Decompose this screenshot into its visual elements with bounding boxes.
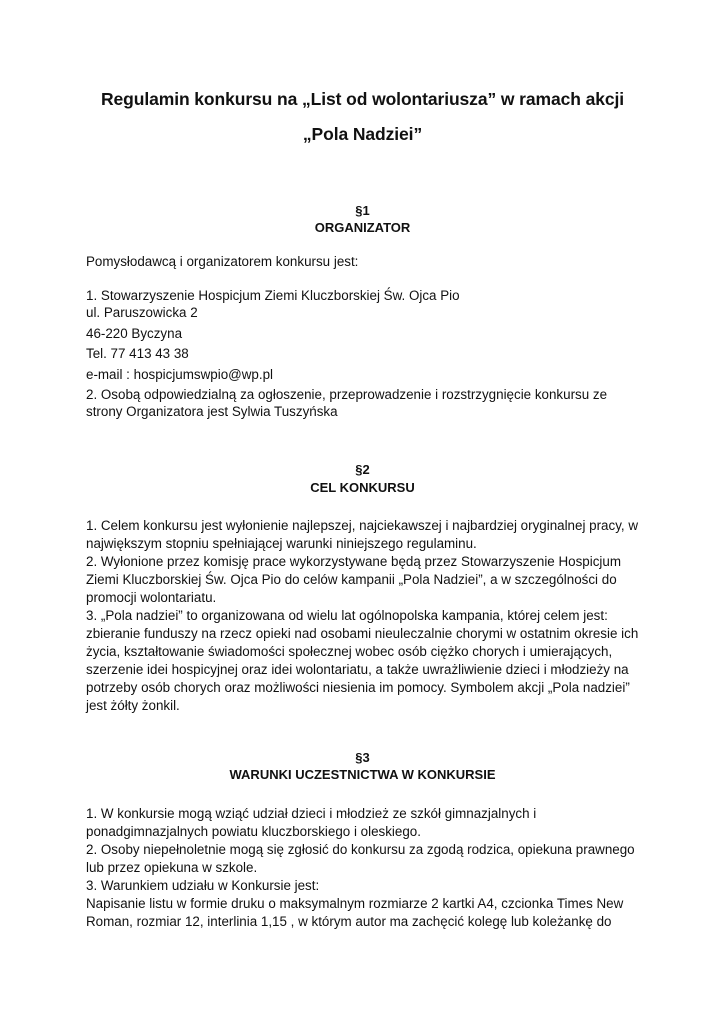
section-3-line: lub przez opiekuna w szkole. <box>86 860 258 875</box>
section-3-line: ponadgimnazjalnych powiatu kluczborskiego i oleskiego. <box>86 824 421 839</box>
section-2-line: życia, kształtowanie świadomości społecznej wobec osób ciężko chorych i umierających, <box>86 644 613 659</box>
section-2-line: jest żółty żonkil. <box>86 698 180 713</box>
section-2-line: promocji wolontariatu. <box>86 590 217 605</box>
section-3-line: Roman, rozmiar 12, interlinia 1,15 , w którym autor ma zachęcić kolegę lub koleżankę do <box>86 914 612 929</box>
organizer-email: e-mail : hospicjumswpio@wp.pl <box>86 367 273 382</box>
section-2-line: potrzeby osób chorych oraz możliwości niesienia im pomocy. Symbolem akcji „Pola nadziei” <box>86 680 630 695</box>
section-2-line: 1. Celem konkursu jest wyłonienie najlepszej, najciekawszej i najbardziej oryginalnej pracy, w <box>86 518 639 533</box>
section-1-intro: Pomysłodawcą i organizatorem konkursu jest: <box>86 254 359 269</box>
section-2-line: 2. Wyłonione przez komisję prace wykorzystywane będą przez Stowarzyszenie Hospicjum <box>86 554 621 569</box>
document-title-line2: „Pola Nadziei” <box>302 124 423 144</box>
organizer-postcode: 46-220 Byczyna <box>86 326 183 341</box>
organizer-phone: Tel. 77 413 43 38 <box>86 346 189 361</box>
section-3-heading: WARUNKI UCZESTNICTWA W KONKURSIE <box>229 767 496 782</box>
organizer-street: ul. Paruszowicka 2 <box>86 305 198 320</box>
section-2-line: zbieranie funduszy na rzecz opieki nad osobami nieuleczalnie chorymi w ostatnim okresie ich <box>86 626 639 641</box>
section-1-heading: ORGANIZATOR <box>314 220 411 235</box>
section-1-number: §1 <box>355 203 370 218</box>
section-3-line: Napisanie listu w formie druku o maksymalnym rozmiarze 2 kartki A4, czcionka Times New <box>86 896 624 911</box>
responsible-person-line2: strony Organizatora jest Sylwia Tuszyńska <box>86 404 338 419</box>
section-3-line: 3. Warunkiem udziału w Konkursie jest: <box>86 878 320 893</box>
section-3-number: §3 <box>355 750 370 765</box>
document-title: Regulamin konkursu na „List od wolontariusza” w ramach akcji <box>100 89 624 109</box>
section-2-line: Ziemi Kluczborskiej Św. Ojca Pio do celów kampanii „Pola Nadziei”, a w szczególności do <box>86 572 617 587</box>
section-2-line: największym stopniu spełniającej warunki niniejszego regulaminu. <box>86 536 477 551</box>
section-2-heading: CEL KONKURSU <box>310 480 415 495</box>
section-2-line: 3. „Pola nadziei” to organizowana od wielu lat ogólnopolska kampania, której celem jest: <box>86 608 608 623</box>
section-2-line: szerzenie idei hospicyjnej oraz idei wolontariatu, a także uwrażliwienie dzieci i młodzieży na <box>86 662 629 677</box>
organizer-name: 1. Stowarzyszenie Hospicjum Ziemi Kluczborskiej Św. Ojca Pio <box>86 288 460 303</box>
section-3-line: 1. W konkursie mogą wziąć udział dzieci i młodzież ze szkół gimnazjalnych i <box>86 806 537 821</box>
responsible-person-line1: 2. Osobą odpowiedzialną za ogłoszenie, przeprowadzenie i rozstrzygnięcie konkursu ze <box>86 387 608 402</box>
section-3-line: 2. Osoby niepełnoletnie mogą się zgłosić do konkursu za zgodą rodzica, opiekuna prawnego <box>86 842 635 857</box>
section-2-number: §2 <box>355 462 370 477</box>
